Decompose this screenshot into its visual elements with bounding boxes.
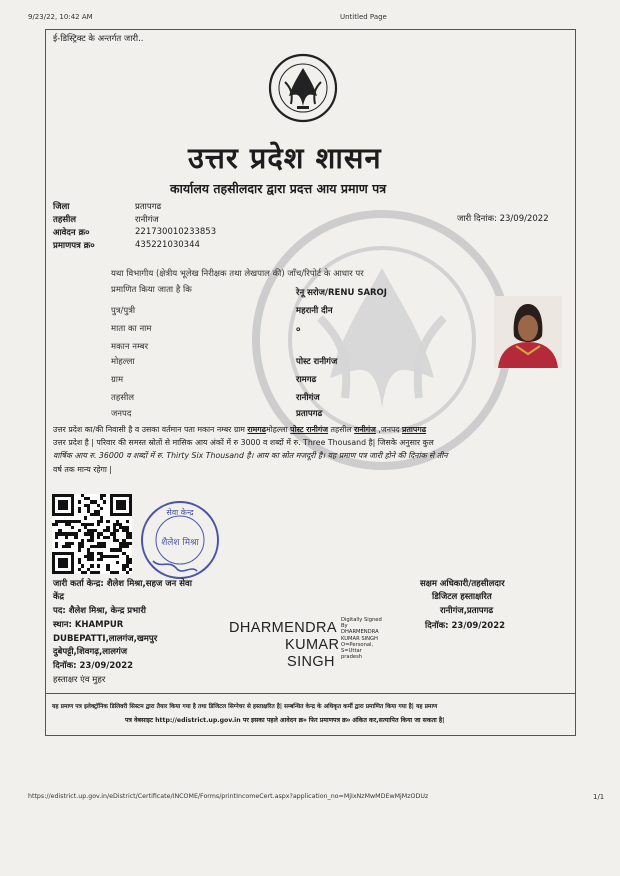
info-label-tehsil: तहसील: [53, 215, 77, 225]
address-text-4: ,जनपद: [375, 425, 403, 434]
field-value-name: रेनू सरोज/RENU SAROJ: [296, 288, 387, 298]
print-url: https://edistrict.up.gov.in/eDistrict/Certificate/INCOME/Forms/printIncomeCert.aspx?application_no=MjIxNzMwMDEwMjMzODUz: [28, 793, 429, 800]
info-label-application-no: आवेदन क्र०: [53, 228, 90, 238]
center-stamp: [139, 499, 221, 581]
officer-title: सक्षम अधिकारी/तहसीलदार: [420, 579, 505, 589]
field-value-father: महरानी दीन: [296, 306, 333, 316]
digital-signature-details: [341, 617, 382, 660]
qr-code: [52, 494, 132, 574]
field-value-village: रामगढ: [296, 375, 317, 385]
field-label-house-no: मकान नम्बर: [111, 342, 149, 352]
address-text-1: उत्तर प्रदेश का/की निवासी है व उसका वर्तमान पता मकान नम्बर ग्राम: [53, 425, 248, 434]
officer-digital-signed: डिजिटल हस्ताक्षरित: [432, 592, 492, 602]
field-value-district: प्रतापगढ: [296, 409, 323, 419]
ds-line: KUMAR SINGH: [341, 635, 378, 642]
issuer-center-cont: केंद्र: [53, 592, 65, 602]
issuer-center: जारी कर्ता केन्द्र: शैलेश मिश्रा,सहज जन सेवा: [53, 579, 192, 589]
footer-note-2: पत्र वेबसाइट http://edistrict.up.gov.in पर इसका पहले आवेदन क्र० फिर प्रमाणपत्र क्र० अंकित कर,सत्यापित किया जा सकता है|: [125, 717, 445, 724]
signer-name-3: SINGH: [287, 654, 335, 670]
applicant-photo: [494, 296, 562, 368]
address-village: रामगढ: [247, 425, 267, 434]
intro-line-2: प्रमाणित किया जाता है कि: [111, 285, 192, 295]
validity-line: वर्ष तक मान्य रहेगा |: [53, 465, 113, 474]
field-label-tehsil: तहसील: [111, 393, 135, 403]
certificate-title: उत्तर प्रदेश शासन: [188, 141, 382, 175]
field-label-district: जनपद: [111, 409, 132, 419]
issuer-date: दिनॉक: 23/09/2022: [53, 661, 134, 671]
info-value-application-no: 221730010233853: [135, 227, 217, 237]
print-page-number: 1/1: [593, 793, 605, 801]
issue-date: जारी दिनांक: 23/09/2022: [457, 214, 549, 224]
address-tehsil: रानीगंज: [354, 425, 376, 434]
issuer-sign-seal: हस्ताक्षर एंव मुहर: [53, 675, 106, 685]
field-label-mohalla: मोहल्ला: [111, 357, 135, 367]
ds-line: DHARMENDRA: [341, 629, 379, 636]
stamp-center-text: शैलेश मिश्रा: [161, 538, 199, 548]
annual-income-line: वार्षिक आय रु. 36000 व शब्दों में रु. Thirty Six Thousand है। आय का स्रोत मजदूरी है। यह प्रमाण पत्र जारी होने की दिनांक से तीन: [53, 451, 448, 460]
info-value-district: प्रतापगढ: [135, 202, 162, 212]
footer-divider: [45, 693, 576, 694]
address-line: [53, 424, 426, 437]
signer-name-2: KUMAR: [285, 637, 340, 653]
ds-line: Digitally Signed: [341, 617, 382, 623]
ds-line: S=Uttar: [341, 648, 362, 655]
monthly-income-line: उत्तर प्रदेश है | परिवार की समस्त स्रोतों से मासिक आय अंकों में रु 3000 व शब्दों में रु. Three Thousand है| जिसके अनुसार कुल: [53, 438, 434, 447]
address-text-2: मोहल्ला: [266, 425, 291, 434]
signer-name-1: DHARMENDRA: [229, 620, 337, 636]
issuer-place: स्थान: KHAMPUR: [53, 620, 124, 630]
officer-date: दिनॉक: 23/09/2022: [425, 621, 506, 631]
field-value-house-no: ०: [296, 325, 301, 335]
address-text-3: तहसील: [328, 425, 355, 434]
issuer-post: पद: शैलेश मिश्रा, केन्द्र प्रभारी: [53, 606, 146, 616]
address-district: प्रतापगढ: [402, 425, 427, 434]
field-value-mohalla: पोस्ट रानीगंज: [296, 357, 338, 367]
ds-line: pradesh: [341, 654, 363, 661]
info-label-district: जिला: [53, 202, 70, 212]
field-label-village: ग्राम: [111, 375, 124, 385]
field-value-tehsil: रानीगंज: [296, 393, 320, 403]
intro-line-1: यथा विभागीय (क्षेत्रीय भूलेख निरीक्षक तथा लेखपाल की) जाँच/रिपोर्ट के आधार पर: [111, 269, 364, 279]
ds-line: By: [341, 623, 348, 630]
certificate-subtitle: कार्यालय तहसीलदार द्वारा प्रदत्त आय प्रमाण पत्र: [170, 181, 387, 196]
field-label-father: पुत्र/पुत्री: [111, 306, 136, 316]
info-value-tehsil: रानीगंज: [135, 215, 159, 225]
stamp-ring-text: सेवा केन्द्र: [166, 508, 194, 517]
issuer-place-cont-1: DUBEPATTI,लालगंज,खमपुर: [53, 634, 158, 644]
ds-line: O=Personal,: [341, 641, 374, 648]
print-datetime: 9/23/22, 10:42 AM: [28, 13, 93, 21]
address-mohalla: पोस्ट रानीगंज: [290, 425, 329, 434]
top-note: ई-डिस्ट्रिक्ट के अन्तर्गत जारी..: [53, 34, 144, 44]
up-emblem-logo: [267, 52, 339, 124]
field-label-mother: माता का नाम: [111, 324, 152, 334]
print-page-title: Untitled Page: [340, 13, 387, 21]
footer-note-1: यह प्रमाण पत्र इलेक्ट्रॉनिक डिलिवरी सिस्टम द्वारा तैयार किया गया है तथा डिजिटल सिग्नेचर से हस्ताक्षरित है| सम्बन्धित केन्द्र के अधिकृत कर्मी द्वारा प्रमाणित किया गया है| यह प्रमाण: [52, 704, 438, 710]
info-value-certificate-no: 435221030344: [135, 240, 200, 250]
officer-place: रानीगंज,प्रतापगढ: [440, 606, 494, 616]
info-label-certificate-no: प्रमाणपत्र क्र०: [53, 241, 95, 251]
issuer-place-cont-2: दुबेपट्टी,शिवगढ़,लालगंज: [53, 647, 128, 657]
